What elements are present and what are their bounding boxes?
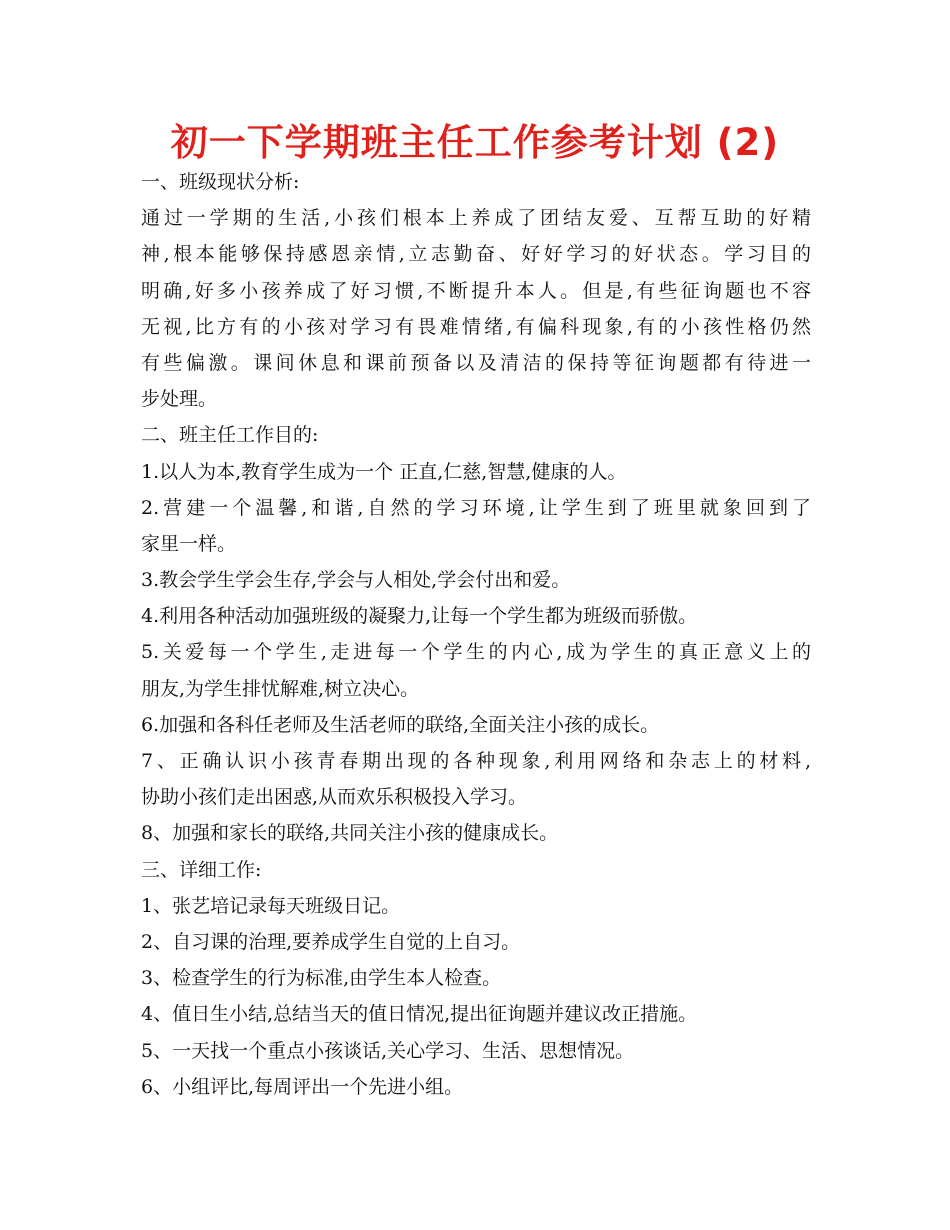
section-heading-3: 三、详细工作:: [141, 858, 262, 881]
section-heading-2: 二、班主任工作目的:: [141, 424, 319, 447]
list-item: 7、正确认识小孩青春期出现的各种现象,利用网络和杂志上的材料,: [141, 750, 811, 772]
section-heading-1: 一、班级现状分析:: [141, 171, 300, 193]
list-item: 3、检查学生的行为标准,由学生本人检查。: [141, 967, 502, 990]
list-item: 1、张艺培记录每天班级日记。: [141, 894, 401, 917]
paragraph-line: 明确,好多小孩养成了好习惯,不断提升本人。但是,有些征询题也不容: [141, 279, 811, 302]
list-item: 4、值日生小结,总结当天的值日情况,提出征询题并建议改正措施。: [141, 1003, 698, 1026]
list-item: 8、加强和家长的联络,共同关注小孩的健康成长。: [141, 822, 559, 845]
list-item: 6、小组评比,每周评出一个先进小组。: [141, 1075, 464, 1098]
paragraph-line: 步处理。: [141, 388, 218, 411]
list-item-continuation: 协助小孩们走出困惑,从而欢乐积极投入学习。: [141, 786, 528, 809]
list-item-continuation: 朋友,为学生排忧解难,树立决心。: [141, 677, 420, 700]
list-item: 4.利用各种活动加强班级的凝聚力,让每一个学生都为班级而骄傲。: [141, 605, 698, 628]
document-title: 初一下学期班主任工作参考计划 (2): [170, 121, 780, 164]
paragraph-line: 神,根本能够保持感恩亲情,立志勤奋、好好学习的好状态。学习目的: [141, 243, 811, 266]
document-body: [141, 164, 811, 1105]
paragraph-line: 通过一学期的生活,小孩们根本上养成了团结友爱、互帮互助的好精: [141, 207, 811, 230]
paragraph-line: 有些偏激。课间休息和课前预备以及清洁的保持等征询题都有待进一: [141, 351, 811, 374]
list-item: 2、自习课的治理,要养成学生自觉的上自习。: [141, 930, 521, 953]
list-item: 5、一天找一个重点小孩谈话,关心学习、生活、思想情况。: [141, 1039, 635, 1062]
list-item: 1.以人为本,教育学生成为一个 正直,仁慈,智慧,健康的人。: [141, 460, 627, 483]
list-item-continuation: 家里一样。: [141, 532, 237, 555]
list-item: 2.营建一个温馨,和谐,自然的学习环境,让学生到了班里就象回到了: [141, 496, 811, 519]
paragraph-line: 无视,比方有的小孩对学习有畏难情绪,有偏科现象,有的小孩性格仍然: [141, 315, 811, 338]
list-item: 6.加强和各科任老师及生活老师的联络,全面关注小孩的成长。: [141, 713, 660, 736]
list-item: 3.教会学生学会生存,学会与人相处,学会付出和爱。: [141, 569, 571, 592]
list-item: 5.关爱每一个学生,走进每一个学生的内心,成为学生的真正意义上的: [141, 641, 811, 664]
